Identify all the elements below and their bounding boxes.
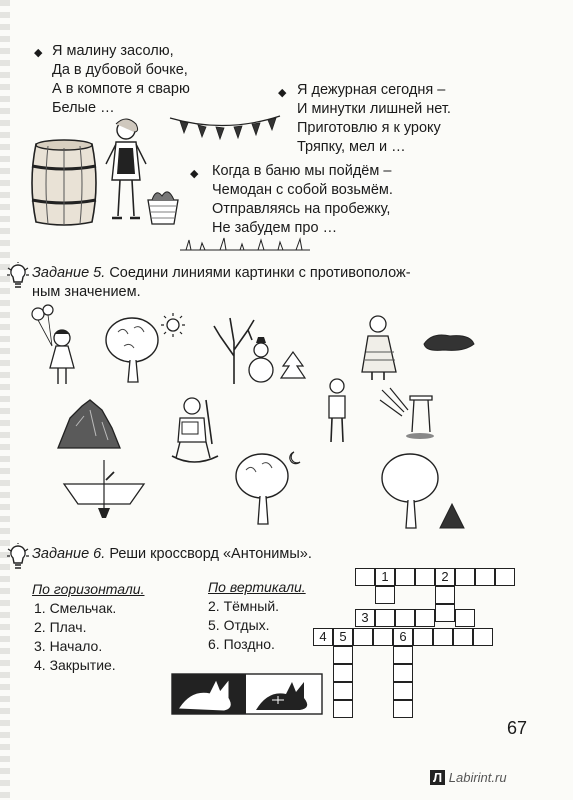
crossword-cell[interactable]	[395, 568, 415, 586]
barrel-icon	[28, 138, 100, 228]
crossword-cell[interactable]	[333, 682, 353, 700]
lightbulb-icon	[6, 262, 30, 290]
task-6-label: Задание 6.	[32, 546, 106, 562]
crossword-cell[interactable]	[415, 568, 435, 586]
poem-line: Белые …	[52, 100, 115, 116]
rock-icon	[56, 396, 122, 450]
clue-item: 5. Отдых.	[208, 617, 270, 633]
crossword-cell[interactable]	[473, 628, 493, 646]
old-woman-icon	[358, 312, 402, 382]
task-6	[32, 545, 312, 564]
crossword-cell[interactable]	[475, 568, 495, 586]
garland-icon	[170, 112, 280, 138]
poem-line: Когда в баню мы пойдём –	[212, 163, 392, 179]
clue-item: 2. Тёмный.	[208, 598, 280, 614]
fir-tree-icon	[280, 352, 306, 382]
snowman-icon	[244, 340, 278, 384]
watermark	[430, 770, 507, 785]
crossword-cell[interactable]	[355, 568, 375, 586]
page-number: 67	[507, 718, 528, 738]
crossword-cell-4[interactable]: 4	[313, 628, 333, 646]
crossword-cell[interactable]	[495, 568, 515, 586]
crossword-cell-5[interactable]: 5	[333, 628, 353, 646]
crossword-cell[interactable]	[373, 628, 393, 646]
leafy-tree-icon	[104, 316, 160, 386]
clue-item: 1. Смельчак.	[34, 600, 117, 616]
clues-across	[32, 580, 144, 675]
poem-2	[297, 81, 451, 157]
crossword-cell[interactable]	[375, 609, 395, 627]
clue-item: 4. Закрытие.	[34, 657, 116, 673]
poem-line: Приготовлю я к уроку	[297, 120, 441, 136]
crossword-cell-6[interactable]: 6	[393, 628, 413, 646]
crossword-cell[interactable]	[453, 628, 473, 646]
crossword-cell[interactable]	[395, 609, 415, 627]
crossword-cell[interactable]	[375, 586, 395, 604]
poem-line: И минутки лишней нет.	[297, 101, 451, 117]
poem-line: Чемодан с собой возьмём.	[212, 182, 393, 198]
poem-line: Я малину засолю,	[52, 43, 174, 59]
task-5	[32, 264, 552, 302]
mushroom-basket-icon	[146, 186, 180, 226]
poem-1	[52, 42, 190, 118]
diamond-bullet-icon: ◆	[34, 47, 43, 59]
grandpa-rocking-chair-icon	[170, 394, 220, 464]
girl-balloons-icon	[30, 306, 82, 388]
crossword-cell[interactable]	[435, 586, 455, 604]
crossword-cell[interactable]	[415, 609, 435, 627]
crossword-cell[interactable]	[333, 664, 353, 682]
tree-bushes-icon	[374, 452, 468, 532]
crossword-cell[interactable]	[333, 700, 353, 718]
crossword-cell[interactable]	[393, 664, 413, 682]
sunlit-stool-icon	[380, 388, 440, 440]
task-6-text: Реши кроссворд «Антонимы».	[109, 546, 312, 562]
diamond-bullet-icon: ◆	[190, 168, 199, 180]
crossword-cell[interactable]	[455, 609, 475, 627]
poem-line: Тряпку, мел и …	[297, 139, 406, 155]
clue-item: 6. Поздно.	[208, 636, 275, 652]
watermark-text: Labirint.ru	[448, 770, 507, 785]
sun-icon	[160, 312, 186, 338]
crossword-cell[interactable]	[393, 646, 413, 664]
crossword-cell[interactable]	[413, 628, 433, 646]
chandelier-light-icon	[58, 460, 150, 532]
clue-item: 2. Плач.	[34, 619, 87, 635]
cats-strip-icon	[172, 674, 322, 716]
task-5-text: Соедини линиями картинки с противополож-	[109, 265, 411, 281]
crossword-cell-3[interactable]: 3	[355, 609, 375, 627]
girl-apron-icon	[104, 118, 148, 222]
task-5-label: Задание 5.	[32, 265, 106, 281]
boy-icon	[324, 378, 350, 446]
clues-across-title: По горизонтали.	[32, 581, 145, 597]
tree-moon-icon	[232, 450, 302, 526]
crossword-cell[interactable]	[353, 628, 373, 646]
poem-line: Не забудем про …	[212, 220, 338, 236]
watermark-logo: Л	[430, 770, 445, 785]
poem-line: Отправляясь на пробежку,	[212, 201, 391, 217]
crossword-cell[interactable]	[333, 646, 353, 664]
crossword-cell[interactable]	[455, 568, 475, 586]
diamond-bullet-icon: ◆	[278, 87, 287, 99]
clues-down-title: По вертикали.	[208, 579, 306, 595]
clues-down	[208, 578, 306, 654]
clue-item: 3. Начало.	[34, 638, 103, 654]
crossword-cell[interactable]	[435, 604, 455, 622]
lightbulb-icon	[6, 543, 30, 571]
crossword-cell[interactable]	[393, 700, 413, 718]
poem-line: А в компоте я сварю	[52, 81, 190, 97]
poem-line: Да в дубовой бочке,	[52, 62, 188, 78]
crossword-cell-2[interactable]: 2	[435, 568, 455, 586]
crossword-cell[interactable]	[393, 682, 413, 700]
crossword-cell[interactable]	[433, 628, 453, 646]
puddle-icon	[420, 330, 476, 354]
task-5-text-cont: ным значением.	[32, 284, 141, 300]
grass-decoration-icon	[180, 236, 310, 252]
binding-edge	[0, 0, 10, 800]
crossword-cell-1[interactable]: 1	[375, 568, 395, 586]
poem-line: Я дежурная сегодня –	[297, 82, 446, 98]
poem-3	[212, 162, 393, 238]
